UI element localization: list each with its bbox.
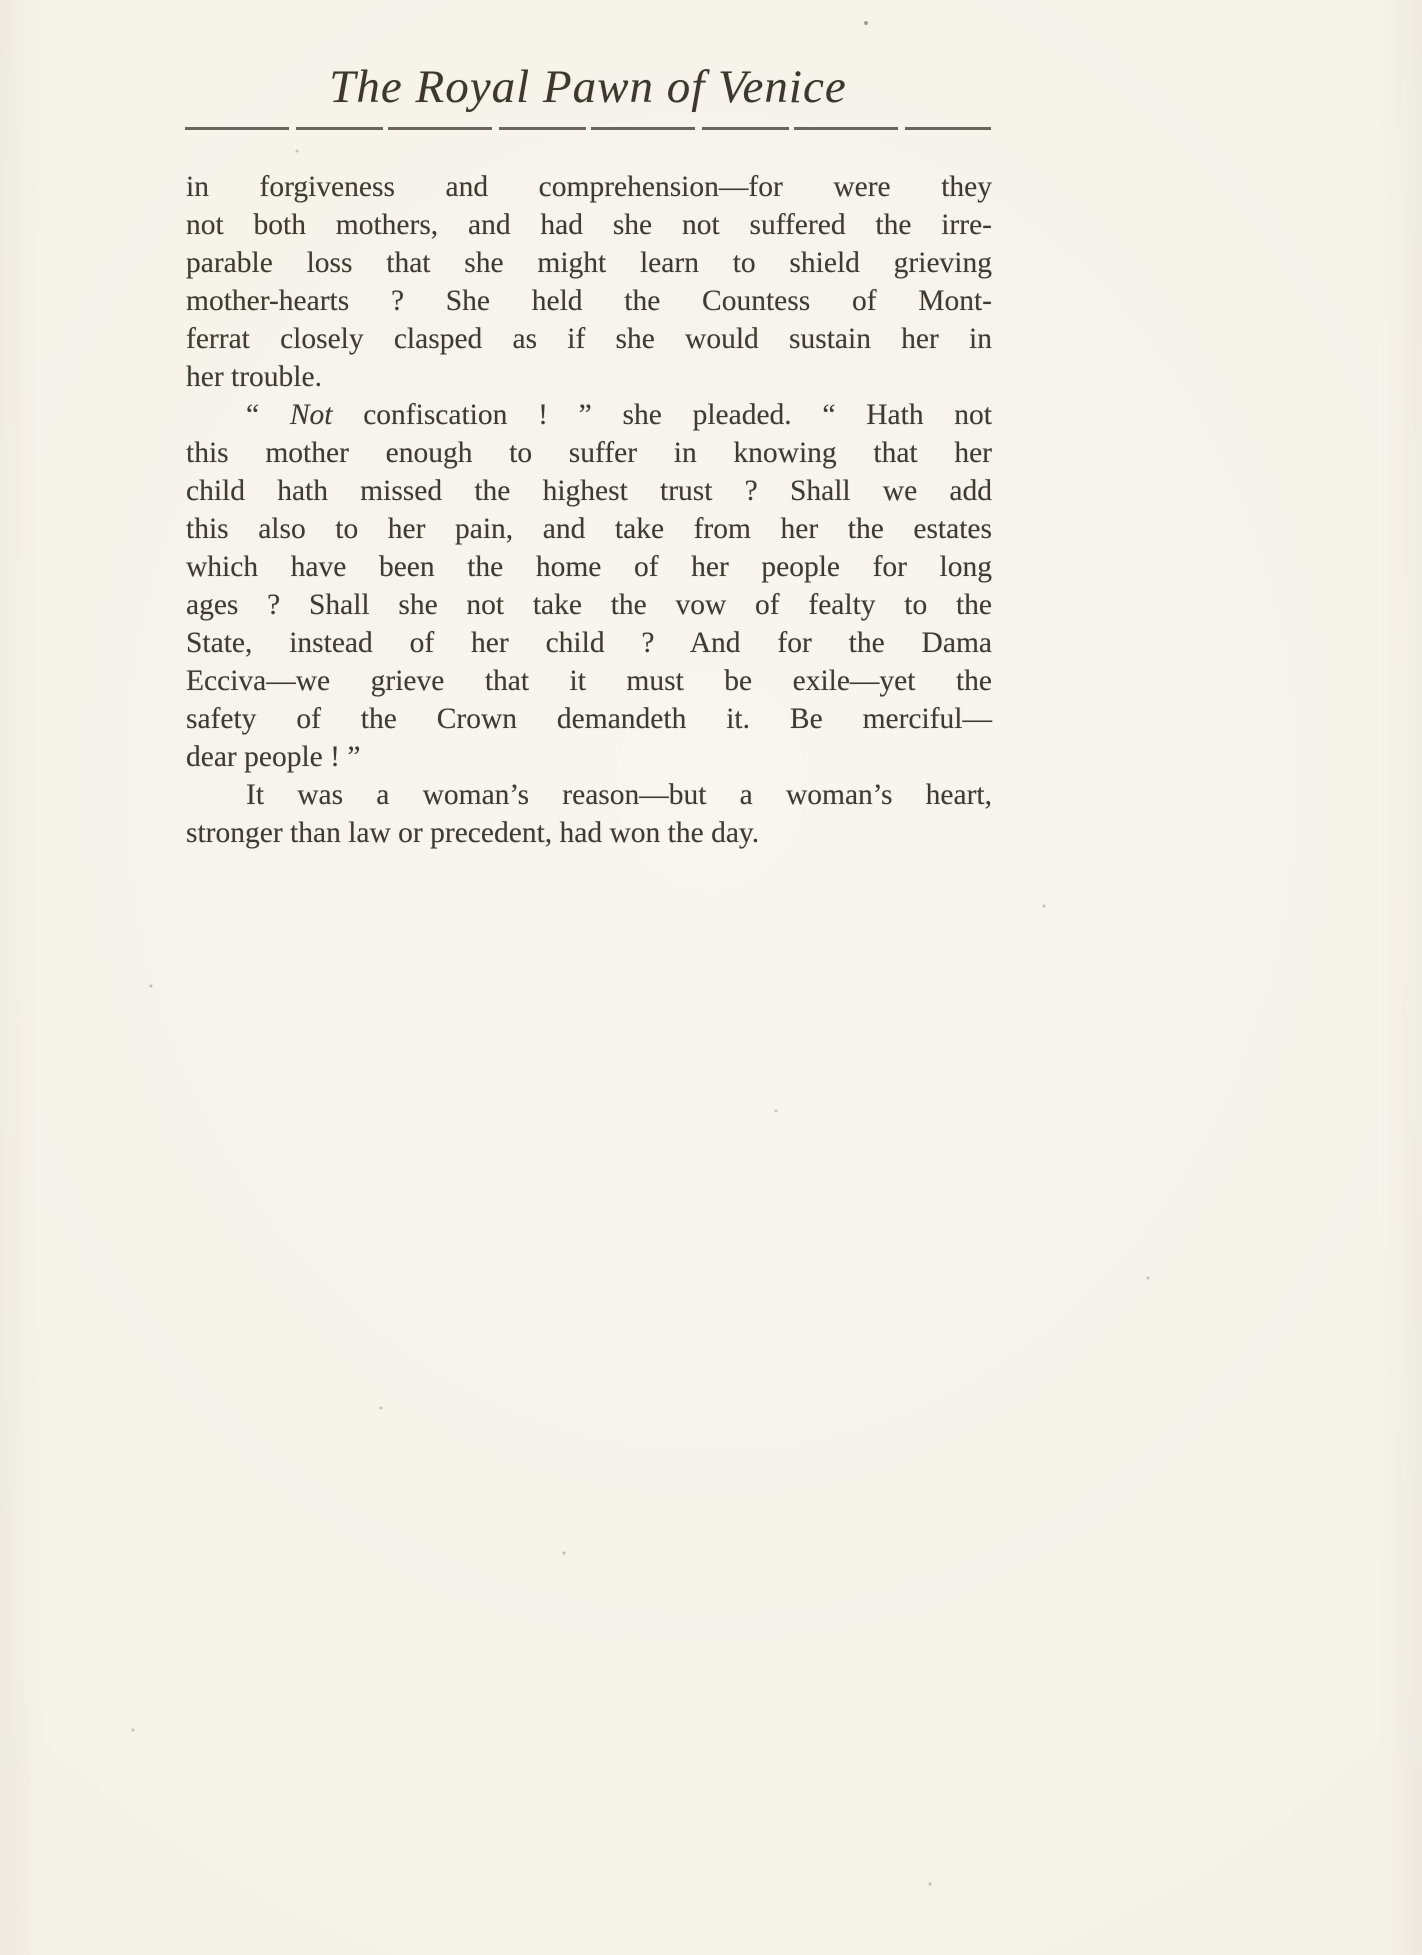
text-segment: this also to her pain, and take from her the estates	[186, 513, 992, 545]
text-line	[186, 662, 992, 700]
text-segment: her trouble.	[186, 361, 322, 393]
text-segment: confiscation ! ” she pleaded. “ Hath not	[332, 399, 993, 431]
text-segment: ages ? Shall she not take the vow of fealty to the	[186, 589, 992, 621]
text-segment: mother-hearts ? She held the Countess of Mont-	[186, 285, 992, 317]
text-segment: which have been the home of her people for long	[186, 551, 992, 583]
text-segment: ferrat closely clasped as if she would sustain her in	[186, 323, 992, 355]
text-line	[186, 282, 992, 320]
title-underline	[185, 127, 991, 130]
text-block	[186, 168, 992, 852]
text-segment: parable loss that she might learn to shield grieving	[186, 247, 992, 279]
text-segment: this mother enough to suffer in knowing that her	[186, 437, 992, 469]
text-segment: dear people ! ”	[186, 741, 361, 773]
paper-specks	[0, 0, 2, 2]
text-line	[186, 320, 992, 358]
text-line	[186, 814, 992, 852]
text-line	[186, 700, 992, 738]
text-line	[186, 206, 992, 244]
text-line	[186, 396, 992, 434]
text-line	[186, 510, 992, 548]
text-segment: not both mothers, and had she not suffered the irre-	[186, 209, 992, 241]
text-segment: stronger than law or precedent, had won the day.	[186, 817, 760, 849]
text-segment: It was a woman’s reason—but a woman’s heart,	[246, 779, 992, 811]
text-line	[186, 244, 992, 282]
italic-text: Not	[289, 399, 333, 431]
page-header	[185, 58, 991, 130]
text-line	[186, 586, 992, 624]
paragraph	[186, 168, 992, 396]
text-line	[186, 548, 992, 586]
text-line	[186, 738, 992, 776]
text-line	[186, 472, 992, 510]
text-line	[186, 358, 992, 396]
paragraph	[186, 776, 992, 852]
text-segment: “	[246, 399, 290, 431]
text-line	[186, 434, 992, 472]
text-segment: in forgiveness and comprehension—for were they	[186, 171, 992, 203]
paragraph	[186, 396, 992, 776]
text-line	[186, 168, 992, 206]
text-line	[186, 624, 992, 662]
page-title: The Royal Pawn of Venice	[329, 61, 847, 113]
text-segment: safety of the Crown demandeth it. Be merciful—	[186, 703, 992, 735]
text-segment: Ecciva—we grieve that it must be exile—yet the	[186, 665, 992, 697]
text-segment: State, instead of her child ? And for the Dama	[186, 627, 992, 659]
text-line	[186, 776, 992, 814]
text-segment: child hath missed the highest trust ? Shall we add	[186, 475, 992, 507]
